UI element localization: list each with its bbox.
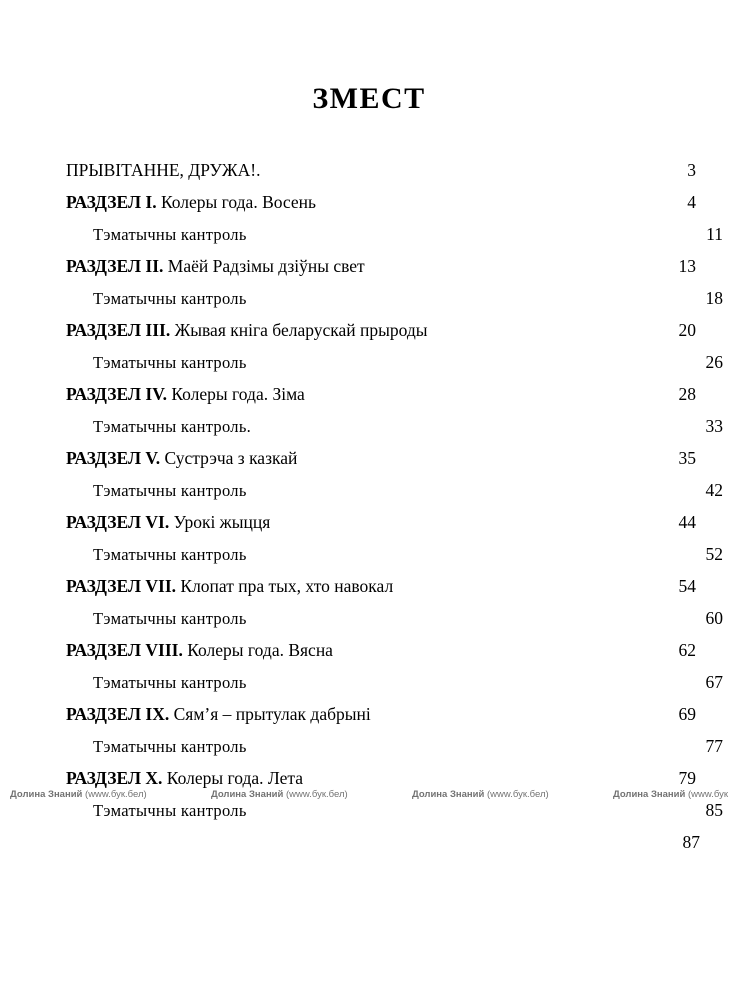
toc-entry-label	[93, 417, 251, 437]
toc-leader-dots	[279, 524, 670, 525]
toc-entry[interactable]	[66, 224, 723, 256]
toc-entry-page-number: 28	[678, 384, 696, 404]
toc-entry-title: Жывая кніга беларускай прыроды	[170, 320, 428, 340]
toc-entry-page-number: 77	[705, 736, 723, 756]
toc-entry-page-number: 52	[705, 544, 723, 564]
toc-entry[interactable]	[66, 448, 696, 480]
toc-entry-page-number: 44	[678, 512, 696, 532]
toc-entry-label	[66, 192, 316, 213]
toc-entry-title: Тэматычны кантроль	[93, 673, 247, 692]
toc-entry[interactable]	[66, 800, 723, 832]
page-title: ЗМЕСТ	[312, 82, 426, 115]
toc-entry-title: Колеры года. Вясна	[182, 640, 333, 660]
toc-entry-title: ПРЫВІТАННЕ, ДРУЖА!.	[66, 160, 261, 180]
footer-page-number: 87	[682, 832, 700, 852]
toc-entry-title: Тэматычны кантроль	[93, 801, 247, 820]
watermark-brand: Долина Знаний	[210, 789, 284, 800]
toc-entry-label	[66, 576, 393, 597]
toc-chapter-number: РАЗДЗЕЛ IV.	[66, 384, 167, 404]
watermark-brand: Долина Знаний	[10, 789, 83, 800]
toc-entry-label	[66, 640, 333, 661]
toc-entry-title: Тэматычны кантроль	[93, 609, 247, 628]
toc-entry-page-number: 54	[678, 576, 696, 596]
toc-leader-dots	[256, 364, 698, 365]
toc-entry-page-number: 67	[705, 672, 723, 692]
toc-entry[interactable]	[66, 192, 696, 224]
toc-leader-dots	[256, 300, 698, 301]
toc-chapter-number: РАЗДЗЕЛ V.	[66, 448, 161, 468]
toc-leader-dots	[314, 396, 671, 397]
watermark-url: (www.бук	[685, 789, 728, 800]
toc-entry-label	[93, 609, 247, 629]
toc-leader-dots	[380, 716, 671, 717]
toc-entry-title: Колеры года. Лета	[162, 768, 304, 788]
toc-leader-dots	[260, 428, 697, 429]
toc-entry-page-number: 18	[705, 288, 723, 308]
toc-chapter-number: РАЗДЗЕЛ II.	[66, 256, 164, 276]
toc-entry-page-number: 79	[678, 768, 696, 788]
toc-entry[interactable]	[66, 576, 696, 608]
toc-leader-dots	[256, 812, 698, 813]
toc-entry-label	[66, 256, 365, 277]
toc-entry-title: Тэматычны кантроль	[93, 737, 247, 756]
toc-entry-page-number: 11	[706, 224, 723, 244]
toc-leader-dots	[256, 620, 698, 621]
toc-entry-label	[93, 737, 247, 757]
toc-entry-label	[66, 320, 428, 341]
toc-entry-label	[66, 384, 305, 405]
toc-entry-page-number: 60	[705, 608, 723, 628]
toc-entry-page-number: 33	[705, 416, 723, 436]
toc-leader-dots	[256, 236, 698, 237]
toc-entry-page-number: 20	[678, 320, 696, 340]
watermark-url: (www.бук.бел)	[82, 789, 147, 800]
toc-chapter-number: РАЗДЗЕЛ VII.	[66, 576, 177, 596]
toc-entry[interactable]	[66, 256, 696, 288]
toc-entry-label	[93, 801, 247, 821]
toc-entry[interactable]	[66, 320, 696, 352]
toc-entry-title: Маёй Радзімы дзіўны свет	[163, 256, 365, 276]
toc-leader-dots	[342, 652, 671, 653]
toc-leader-dots	[312, 780, 670, 781]
toc-leader-dots	[374, 268, 671, 269]
toc-entry[interactable]	[66, 352, 723, 384]
watermark-brand: Долина Знаний	[411, 789, 485, 800]
toc-entry-page-number: 69	[678, 704, 696, 724]
toc-entry-label	[93, 225, 247, 245]
toc-entry-title: Тэматычны кантроль	[93, 545, 247, 564]
toc-entry-label	[93, 353, 247, 373]
toc-entry-label	[66, 704, 371, 725]
toc-entry-label	[93, 545, 247, 565]
watermark-brand: Долина Знаний	[612, 789, 686, 800]
toc-entry-page-number: 4	[687, 192, 696, 212]
toc-entry[interactable]	[66, 288, 723, 320]
toc-entry-label	[66, 160, 260, 181]
toc-entry-title: Тэматычны кантроль	[93, 353, 247, 372]
toc-chapter-number: РАЗДЗЕЛ VI.	[66, 512, 170, 532]
toc-entry-title: Сустрэча з казкай	[160, 448, 298, 468]
toc-entry-title: Колеры года. Зіма	[166, 384, 305, 404]
toc-chapter-number: РАЗДЗЕЛ I.	[66, 192, 157, 212]
toc-entry[interactable]	[66, 416, 723, 448]
toc-leader-dots	[256, 556, 698, 557]
toc-entry[interactable]	[66, 608, 723, 640]
toc-entry-title: Колеры года. Восень	[156, 192, 317, 212]
toc-entry[interactable]	[66, 544, 723, 576]
toc-entry-label	[93, 673, 247, 693]
toc-entry-label	[66, 512, 270, 533]
toc-leader-dots	[269, 172, 675, 173]
toc-chapter-number: РАЗДЗЕЛ III.	[66, 320, 171, 340]
toc-chapter-number: РАЗДЗЕЛ X.	[66, 768, 163, 788]
toc-entry[interactable]	[66, 480, 723, 512]
toc-entry[interactable]	[66, 736, 723, 768]
toc-entry-page-number: 3	[687, 160, 696, 180]
toc-entry[interactable]	[66, 704, 696, 736]
toc-entry[interactable]	[66, 640, 696, 672]
toc-entry-page-number: 26	[705, 352, 723, 372]
toc-entry-title: Тэматычны кантроль	[93, 225, 247, 244]
toc-entry-title: Тэматычны кантроль	[93, 481, 247, 500]
toc-entry-title: Тэматычны кантроль	[93, 289, 247, 308]
toc-entry[interactable]	[66, 512, 696, 544]
toc-entry[interactable]	[66, 384, 696, 416]
toc-leader-dots	[306, 460, 670, 461]
toc-entry-label	[93, 289, 247, 309]
toc-leader-dots	[325, 204, 677, 205]
toc-entry-title: Урокі жыцця	[169, 512, 271, 532]
toc-leader-dots	[256, 748, 698, 749]
toc-entry-title: Тэматычны кантроль.	[93, 417, 252, 436]
toc-entry-title: Сям’я – прытулак дабрыні	[169, 704, 371, 724]
toc-entry[interactable]	[66, 672, 723, 704]
toc-entry-page-number: 85	[705, 800, 723, 820]
toc-chapter-number: РАЗДЗЕЛ IX.	[66, 704, 170, 724]
watermark-url: (www.бук.бел)	[283, 789, 348, 800]
toc-leader-dots	[256, 684, 698, 685]
toc-entry-label	[66, 768, 303, 789]
toc-entry-title: Клопат пра тых, хто навокал	[176, 576, 394, 596]
toc-chapter-number: РАЗДЗЕЛ VIII.	[66, 640, 183, 660]
toc-entry-page-number: 13	[678, 256, 696, 276]
toc-leader-dots	[437, 332, 671, 333]
toc-entry-page-number: 35	[678, 448, 696, 468]
toc-leader-dots	[402, 588, 670, 589]
toc-leader-dots	[256, 492, 698, 493]
toc-entry-label	[66, 448, 297, 469]
toc-entry-page-number: 42	[705, 480, 723, 500]
toc-entry-page-number: 62	[678, 640, 696, 660]
toc-entry[interactable]	[66, 768, 696, 800]
toc-entry[interactable]	[66, 160, 696, 192]
toc-entry-label	[93, 481, 247, 501]
watermark-url: (www.бук.бел)	[484, 789, 549, 800]
